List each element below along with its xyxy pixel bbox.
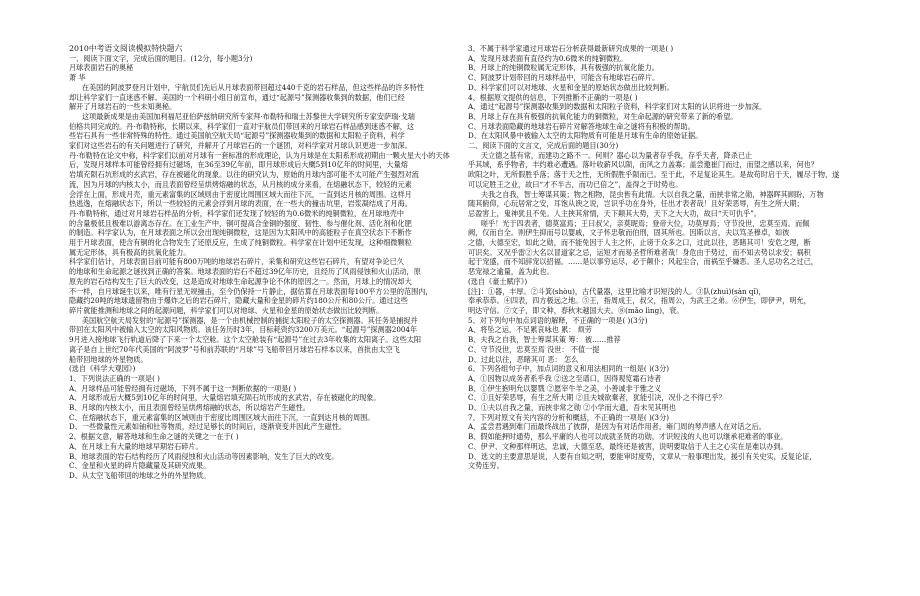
right-line: (选自《豪士赋序》) (468, 276, 528, 286)
question-line: D、一些微量性元素如铀和钍等物质，经过足够长的时间后，逐渐衰变并因此产生磁性。 (69, 422, 347, 432)
body-line: 的地球和生命起源之谜找到正确的答案。地球表面的岩石不超过39亿年历史，且经历了风雨侵蚀和火山活动，原 (69, 267, 421, 277)
right-line: A、①因物以成务者系乎我 ②送之至谱口，因得观览霜石诗者 (468, 373, 662, 383)
article-body (69, 83, 477, 364)
exam-title: 2010中考语文阅读模拟特快题六 (69, 44, 183, 53)
right-line: 明达守信。⑦文子，即文种，春秋末越国大夫。⑧(mǎo lìng)，衰。 (468, 305, 684, 315)
body-line: 的制造。科学家认为，在月球表面之所以会出现纯铜微粒，这是因为太阳风中的高能粒子在真空状态下不断作 (69, 228, 412, 238)
right-line: 奉承恭恭。④四表，四方极远之地。⑤王，指周成王，叔父，指周公，为武王之弟。⑥伊生，即伊尹，明允， (468, 296, 811, 306)
right-line: 恶宠禄之逾量，盖为此也。 (468, 267, 554, 277)
right-line: C、月球表面隐藏的地球岩石碎片对解答地球生命之谜将有积极的帮助。 (468, 121, 695, 131)
body-line: 热逃逸，在熔融状态下，所以一些较轻的元素会浮到月球的表面，在一些大的撞击坑里，岩浆凝结成了月海。 (69, 199, 412, 209)
right-line: D、科学家们可以对地球、火星和金星的原始状态做出比较判断。 (468, 82, 674, 92)
body-line: 隐藏约20吨的地球遗留物由于爆炸之后的岩石碎片，隐藏大量和金星的碎片约180公斤和80公斤。通过这些 (69, 296, 408, 306)
right-line: A、孟尝君遇到难门而最终战出了彼群，是因为有对话作用者，雍门周的琴声感人在对话之后。 (468, 422, 766, 432)
right-line: 阙，仅而自全。则伊生抑而号以婴戚，文子怀忠敬而伯刑，固其所也。因斯以言，夫以笃圣穆卓，如彼 (468, 228, 790, 238)
right-line: 可以定胜王之业，故曰“才不半古，而功已倍之”，盖得之于时势也。 (468, 179, 683, 189)
question-line: A、在月球上有大量的地球早期岩石碎片。 (69, 441, 203, 451)
question-line: A、月球形成后大概5到10亿年的时间里，大量熔岩填充陨石坑形成的玄武岩，存在被磁化的现象。 (69, 393, 381, 403)
right-line: 4、根据原文提供的信息，下列推断不正确的一项是( ) (468, 92, 638, 102)
right-line: C、①且好荣恶辱，有生之所大期 ②且夫城欲棄者，犹能引决，况仆之不得已乎？ (468, 393, 726, 403)
section-header: 一、阅读下面文字，完成后面的题目。(12分，每小题3分) (69, 53, 253, 63)
body-line: 解开了月球岩石的一些未知奥秘。 (69, 102, 177, 112)
body-line: 后，发现月球样本可能曾经拥有过磁场，在36至39亿年前，即月球形成后大概5到10亿年的时间里，大量熔 (69, 160, 408, 170)
right-line: 欧阳之叶，无所假胜乎落；落于天之性，无所假胜乎陨而已。至于此，不足复论其生。是故苟时启于天，履尽于物，遂 (468, 170, 840, 180)
article-source: (选自《科学大观园》) (69, 364, 136, 374)
right-line: 5、对下列句中加点词语的解释，不正确的一项是( )(3分) (468, 315, 648, 325)
right-line: C、守节没世，忠莫至焉 没世： 不值一提 (468, 344, 600, 354)
body-line: 家们对这些岩石的有关问题进行了研究，并解开了月球岩石的一个谜团，对科学家对月球认识更进一步加深。 (69, 141, 412, 151)
right-line: B、假如能押时通势，那么平庸的人也可以成就圣贤的功勋，才识短浅的人也可以继承祀难者的事业。 (468, 432, 788, 442)
right-line: 文势连穷。 (468, 461, 504, 471)
right-line: B、月球上的纯铜微粒属无定形体，具有极强的抗氧化能力。 (468, 63, 659, 73)
right-line: D、①夫以自我之量，而挟非常之勋 ②小学而大遗，吾未见其明也 (468, 403, 676, 413)
body-line: 伯格共同完成的。丹·布勒特称，长期以来，科学家们一直对宇航员们带回来的月球岩石样品感到迷惑不解，这 (69, 121, 415, 131)
question-line: C、在熔融状态下，重元素富集的区域则由于密度比周围区域大而往下沉，一直到达月核的周围。 (69, 412, 375, 422)
question-line: 2、根据文意，解答地球和生命之谜的关键之一在于( ) (69, 432, 239, 442)
body-line: 船带回地球的外星物质。 (69, 354, 148, 364)
body-line: 丹·布勒特称，通过对月球岩石样品的分析，科学家们还发现了较轻的为0.6微米的纯铜微粒，在月球地壳中 (69, 208, 404, 218)
right-line: [注]：①器，丰厚。②斗箕(shòu)，古代量器，这里比喻才识短浅的人。③队(zhuì)(sàn qǐ)， (468, 286, 766, 296)
body-line: 不一样，自月球诞生以来，唯有行星无规撞击，至今仍保持一片静止，据估算在月球表面每100平方公里的范围内， (69, 286, 433, 296)
right-line: 二、阅读下面的文言文，完成后面的题目(30分) (468, 141, 619, 151)
body-line: 会浮在上面，形成月壳，重元素富集的区域则由于密度比周围区域大而往下沉，一直到达月核的周围。这样月 (69, 189, 412, 199)
left-column (69, 44, 477, 481)
right-line: 嗟乎！光于四表者，德莫富焉；王曰叔父，亲莫昵焉；登帝大位，功莫厚焉；守节没世，忠莫至焉。而佩 (480, 218, 810, 228)
question-line: B、地球表面的岩石结构经历了风雨侵蚀和火山活动等因素影响，发生了巨大的改变。 (69, 451, 339, 461)
question-line: C、金星和火星的碎片隐藏量及其研究成果。 (69, 461, 211, 471)
body-line: 这项最新成果是由美国加利福尼亚伯萨兹纳研究所专家拜·布勒特和瑞士苏黎世大学研究所专家安萨瑞·戈瑞 (81, 111, 415, 121)
right-line: 随其俯仰，心玩居常之安，耳饱从谀之说，岂识乎功在身外，任出才表者哉！且好荣恶辱，有生之所大期； (468, 199, 804, 209)
right-line: C、伊尹、文种那样明达，忠诚，大德至恶，最终还是被害，说明要取信于人主之心实在是难以办到。 (468, 441, 788, 451)
right-line: C、阿波罗计划带回的月球样品中，可能含有地球岩石碎片。 (468, 73, 660, 83)
article-title: 月球表面岩石的奥秘 (69, 63, 134, 73)
right-line: 可识矣。又况乎雷②大名以冒道家之忌，运短才而易圣哲所难者哉！身危由于势过，而不知去势以求安；祸积 (468, 247, 811, 257)
body-line: 科学家们估计，月球表面目前可能有800万吨的地球岩石碎片，采集和研究这些岩石碎片，有望对争论已久 (69, 257, 404, 267)
body-line: 些岩石具有一些非常特殊的特性。通过美国航空航天局“起源号”探测器收集到的数据和太阳粒子资料，科学 (69, 131, 405, 141)
right-line: D、在太阳风暴中被输入太空的太阳物质有可能是月球有生命的原始证据。 (468, 131, 703, 141)
question-line: A、月球样品可能曾经拥有过磁场，下列不属于这一判断依据的一项是( ) (69, 383, 297, 393)
right-line: 6、下列各组句子中，加点词的意义和用法相同的一组是( )(3分) (468, 364, 670, 374)
right-line: A、发现月球表面有直径约为0.6微米的纯铜微粒。 (468, 53, 628, 63)
right-line: D、过此以往，恶睹其可 恶： 怎么 (468, 354, 579, 364)
question-block (69, 374, 477, 481)
body-line: 美国航空航天局发射的“起源号”探测器，是一个由机械控制的捕捉太阳粒子的太空探测器。其任务是捕捉并 (81, 315, 418, 325)
article-author: 萧 华 (69, 73, 86, 83)
right-line: 起于宠盛，而不知辞宠以招福。……是以事穷运尽，必于颠仆；风起尘合，而祸至乎嫌恶。圣人忌功名之过己， (468, 257, 818, 267)
body-line: 流，因为月球的内核太小，而且表面曾经呈烘烤熔融的状态，从月核的成分来看，在熔融状态下，较轻的元素 (69, 179, 412, 189)
question-line: B、月球的内核太小，而且表面曾经呈烘烤熔融的状态，所以熔岩产生磁性。 (69, 403, 310, 413)
body-line: 的含量极低且极难以游离态存在。在工业生产中，铜可提高合金铜的强度、韧性、参与催化剂、活化剂和化肥 (69, 218, 412, 228)
right-line: D、选文的主要意思是说，人要有自知之明，要能审时度势，文章从一般事理出发，援引有关史实，反复论证， (468, 451, 817, 461)
right-line: 忌盈害上，鬼神犹且不免。人主挟其常情，天下颠其大势，天下之大大功，故曰“天可仇乎”。 (468, 208, 761, 218)
body-line: 用于月球表面，使含有铜的化合物发生了还原反应，生成了纯铜微粒。科学家在计划中还发现，这种细微颗粒 (69, 238, 412, 248)
right-line: 天立德之基有常，而建功之路不一。何则？器心以为量者存乎我，存乎天者，降杀已止 (480, 150, 753, 160)
body-line: 岩填充陨石坑形成的玄武岩，存在被磁化的现象。以往的研究认为，原始的月球内部可能不太可能产生强烈对流 (69, 170, 419, 180)
body-line: 在美国的阿波罗登月计划中，宇航员们先后从月球表面带回超过440千克的岩石样品，但这些样品的许多特性 (81, 82, 424, 92)
right-line: B、月球上存在具有极强的抗氧化能力的铜微粒，对生命起源的研究带来了新的希望。 (468, 111, 738, 121)
right-line: 夫我之自我，智士筹谋其策；物之相物，昆虫皆有此情。大以自我之量，而挟非常之勋，神器晖其顾盼，万物 (480, 189, 824, 199)
right-line: A、通过“起源号”探测器收集到的数据和太阳粒子资料，科学家们对太阳的认识将进一步加深。 (468, 102, 767, 112)
body-line: 带回在太阳风中被输入太空的太阳风物质。该任务历时3年，目标耗资约3200万美元。“起源号”探测器2004年 (69, 325, 418, 335)
body-line: 丹·布勒特在论文中称，科学家们以前对月球有一套标准的形成理论，认为月球是在太阳系形成初期由一颗火星大小的天体 (69, 150, 450, 160)
right-line: 3、不属于科学家通过月球岩石分析获得最新研究成果的一项是( ) (468, 44, 674, 53)
right-line: A、将坠之运，不足累哀咏也 累： 烦劳 (468, 325, 592, 335)
right-line: 7、下列对原文有关内容的分析和概括，不正确的一项是( )(3分) (468, 412, 670, 422)
right-line: B、夫我之自我，智士筹谋其策 筹： 被……推荐 (468, 335, 621, 345)
right-line: 乎其域，系乎物者，丰约难必遭遇。落叶收薪风以陨，而风之力盖寡；盖尝邀崔门而过，而望之感以来，何也？ (468, 160, 818, 170)
body-line: 却让科学家们一直迷惑不解。美国的一个科研小组日前宣布，通过“起源号”探测器收集到的数据，他们已经 (69, 92, 405, 102)
body-line: 离子是自上世纪70年代美国的“阿波罗”号和前苏联的“月球”号飞船带回月球岩石样本以来，首批由太空飞 (69, 344, 400, 354)
body-line: 属无定形体，具有极高的抗氧化能力。 (69, 247, 191, 257)
question-line: 1、下列说法正确的一项是( ) (69, 373, 160, 383)
right-column (468, 44, 876, 471)
right-line: 之德，大德至宏，如此之勋，而不能免因于人主之怀，止谤于众多之口，过此以往，恶睹其可！安危之理，断 (468, 238, 811, 248)
right-line: B、①伊生抱明允以婴戮 ②愿宰牛羊之美，小善诚非于雅之义 (468, 383, 662, 393)
question-line: D、从太空飞船带回的地球之外的外星物质。 (69, 470, 211, 480)
body-line: 9月进入接地球飞行轨道后降了下来一个太空舱。这个太空舱装有“起源号”在过去3年收集的太阳离子。这些太阳 (69, 335, 421, 345)
body-line: 原先的岩石结构发生了巨大的改变，这是造成对地球生命起源争论不休的原因之一。然而，月球上的情况却大 (69, 276, 412, 286)
body-line: 碎片就能推测和地球之间的起源问题，科学家们可以对地球、火星和金星的原始状态做出比较判断。 (69, 305, 384, 315)
